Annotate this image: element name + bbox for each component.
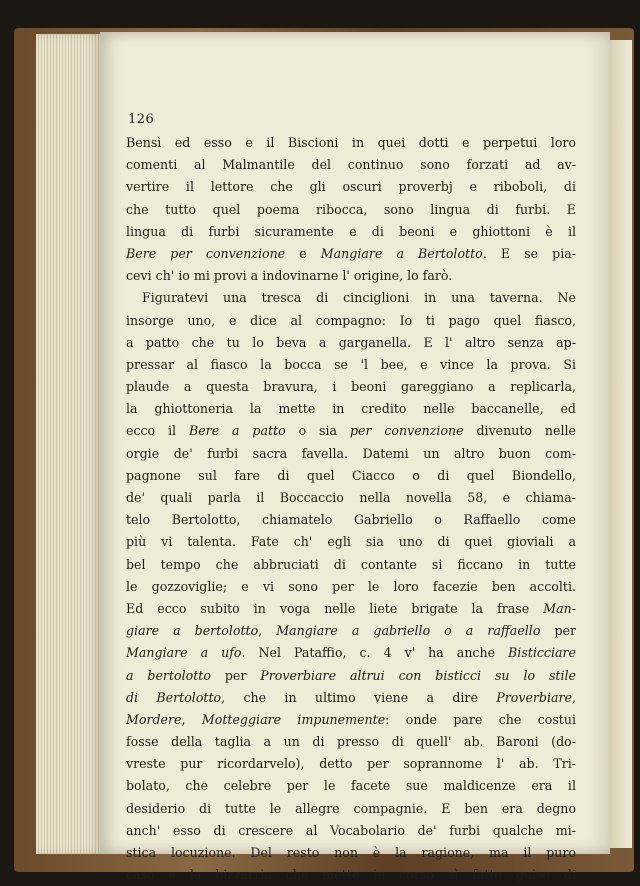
- text-line: [126, 420, 576, 442]
- italic-phrase: Bisticciare: [508, 645, 576, 661]
- text-line: [126, 465, 576, 487]
- text-line: [126, 598, 576, 620]
- page-number: 126: [128, 112, 155, 127]
- text-segment: bel tempo che abbruciati di contante si ficcano in tutte: [126, 556, 576, 572]
- text-line: [126, 820, 576, 842]
- text-segment: caso e la bizzarria che mette in corso sì fatte guise di: [126, 867, 576, 883]
- text-segment: stica locuzione. Del resto non è la ragione, ma il puro: [126, 845, 576, 860]
- text-segment: la ghiottoneria la mette in credito nelle baccanelle, ed: [126, 401, 576, 417]
- text-line: [126, 176, 576, 198]
- text-line: [126, 798, 576, 820]
- italic-phrase: a bertolotto: [126, 667, 211, 683]
- text-segment: per: [210, 667, 261, 683]
- text-segment: pressar al fiasco la bocca se 'l bee, e vince la prova. Si: [126, 356, 576, 372]
- text-line: [126, 265, 576, 287]
- text-segment: ecco il: [126, 423, 189, 439]
- text-segment: comenti al Malmantile del continuo sono forzati ad av-: [126, 157, 576, 173]
- text-line: [126, 354, 576, 376]
- italic-phrase: Bere per convenzione: [126, 245, 286, 261]
- text-segment: Ed ecco subito in voga nelle liete brigate la frase: [126, 600, 544, 616]
- italic-phrase: Mordere: [126, 711, 182, 727]
- text-segment: le gozzoviglie; e vi sono per le loro facezie ben accolti.: [126, 578, 576, 594]
- text-segment: Bensì ed esso e il Biscioni in quei dotti e perpetui loro: [126, 135, 576, 150]
- text-line: [126, 243, 576, 265]
- italic-phrase: giare a bertolotto: [126, 623, 259, 639]
- text-segment: più vi talenta. Fate ch' egli sia uno di quei gioviali a: [126, 534, 576, 550]
- text-line: [126, 731, 576, 753]
- body-text: [126, 132, 576, 886]
- text-line: [126, 332, 576, 354]
- text-line: [126, 576, 576, 598]
- text-line: [126, 287, 576, 309]
- text-segment: : onde pare che costui: [385, 711, 577, 727]
- text-segment: vertire il lettore che gli oscuri proverbj e riboboli, di: [126, 179, 576, 195]
- text-line: [126, 864, 576, 886]
- text-line: [126, 509, 576, 531]
- text-segment: de' quali parla il Boccaccio nella novella 58, e chiama-: [126, 490, 576, 505]
- text-line: [126, 554, 576, 576]
- text-line: [126, 221, 576, 243]
- text-segment: per: [540, 623, 576, 639]
- text-line: [126, 642, 576, 664]
- text-segment: pagnone sul fare di quel Ciacco o di quel Biondello,: [126, 467, 576, 483]
- text-segment: che tutto quel poema ribocca, sono lingua di furbi. E: [126, 201, 576, 217]
- italic-phrase: Bere a patto: [188, 423, 286, 439]
- italic-phrase: Motteggiare impunemente: [201, 711, 386, 727]
- text-line: [126, 398, 576, 420]
- text-segment: plaude a questa bravura, i beoni gareggiano a replicarla,: [126, 379, 576, 395]
- text-segment: fosse della taglia a un di presso di quell' ab. Baroni (do-: [126, 734, 576, 750]
- text-segment: ,: [572, 689, 577, 705]
- text-segment: e: [285, 245, 321, 261]
- text-line: [126, 665, 576, 687]
- text-line: [126, 687, 576, 709]
- text-line: [126, 310, 576, 332]
- italic-phrase: Mangiare a ufo: [126, 645, 242, 661]
- text-line: [126, 376, 576, 398]
- text-segment: bolato, che celebre per le facete sue maldicenze era il: [126, 778, 576, 794]
- text-segment: a patto che tu lo beva a garganella. E l' altro senza ap-: [126, 334, 576, 350]
- italic-phrase: Proverbiare altrui con bisticci su lo stile: [260, 667, 577, 683]
- text-line: [126, 709, 576, 731]
- text-line: [126, 842, 576, 864]
- text-segment: anch' esso di crescere al Vocabolario de' furbi qualche mi-: [126, 822, 576, 838]
- text-segment: lingua di furbi sicuramente e di beoni e ghiottoni è il: [126, 223, 576, 239]
- text-segment: ,: [258, 623, 277, 639]
- text-segment: . Nel Pataffio, c. 4 v' ha anche: [241, 645, 509, 661]
- text-segment: ,: [181, 711, 202, 727]
- text-line: [126, 753, 576, 775]
- facing-page-edge: [610, 40, 632, 848]
- text-line: [126, 443, 576, 465]
- page-edges: [36, 34, 102, 854]
- italic-phrase: Man-: [543, 600, 576, 616]
- text-segment: telo Bertolotto, chiamatelo Gabriello o Raffaello come: [126, 512, 576, 528]
- italic-phrase: di Bertolotto: [126, 689, 222, 705]
- text-segment: desiderio di tutte le allegre compagnie. E ben era degno: [126, 800, 576, 816]
- text-segment: vreste pur ricordarvelo), detto per soprannome l' ab. Tri-: [126, 756, 576, 772]
- italic-phrase: Proverbiare: [496, 689, 572, 705]
- text-segment: insorge uno, e dice al compagno: Io ti pago quel fiasco,: [126, 312, 576, 328]
- text-segment: o sia: [285, 423, 350, 439]
- text-line: [126, 154, 576, 176]
- text-segment: Figuratevi una tresca di cinciglioni in una taverna. Ne: [142, 290, 576, 306]
- text-line: [126, 531, 576, 553]
- text-segment: cevi ch' io mi provi a indovinarne l' origine, lo farò.: [126, 268, 453, 284]
- text-segment: orgie de' furbi sacra favella. Datemi un altro buon com-: [126, 445, 576, 461]
- text-segment: divenuto nelle: [463, 423, 576, 439]
- text-segment: , che in ultimo viene a dire: [221, 689, 497, 705]
- italic-phrase: Mangiare a gabriello o a raffaello: [276, 623, 541, 639]
- text-line: [126, 199, 576, 221]
- text-line: [126, 487, 576, 509]
- text-line: [126, 132, 576, 154]
- text-segment: . E se pia-: [482, 245, 576, 261]
- text-line: [126, 620, 576, 642]
- italic-phrase: Mangiare a Bertolotto: [320, 245, 483, 261]
- italic-phrase: per convenzione: [349, 423, 464, 439]
- text-line: [126, 775, 576, 797]
